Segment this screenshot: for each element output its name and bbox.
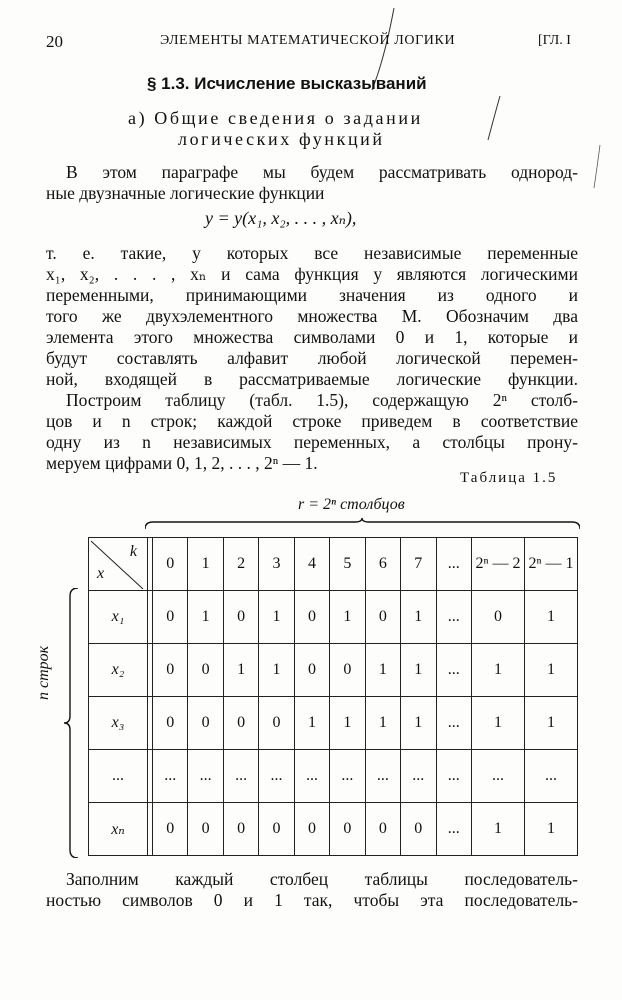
paragraph-line: ностью символов 0 и 1 так, чтобы эта последователь- [46, 890, 578, 910]
col-header: 5 [330, 538, 365, 591]
table-cell: 1 [223, 644, 258, 697]
table-cell: 1 [330, 591, 365, 644]
col-header: ... [436, 538, 472, 591]
table-cell: ... [223, 750, 258, 803]
table-cell: 1 [401, 644, 436, 697]
table-cell: ... [365, 750, 400, 803]
running-title: ЭЛЕМЕНТЫ МАТЕМАТИЧЕСКОЙ ЛОГИКИ [160, 33, 456, 48]
paragraph-line: меруем цифрами 0, 1, 2, . . . , 2ⁿ — 1. [46, 453, 318, 473]
rows-count-label: n строк [35, 645, 52, 700]
table-cell: 0 [153, 644, 188, 697]
table-cell: 1 [472, 803, 525, 856]
paragraph-line: того же двухэлементного множества M. Обозначим два [46, 306, 578, 326]
paragraph-line: элемента этого множества символами 0 и 1, которые и [46, 327, 578, 347]
col-header: 2ⁿ — 2 [472, 538, 525, 591]
paragraph-line: одну из n независимых переменных, а столбцы прону- [46, 432, 578, 452]
table-row [89, 697, 578, 750]
paragraph-line: переменными, принимающими значения из одного и [46, 285, 578, 305]
table-cell: 1 [525, 644, 578, 697]
table-cell: 1 [294, 697, 329, 750]
table-header-row [89, 538, 578, 591]
table-cell: 0 [223, 697, 258, 750]
table-cell: 0 [365, 591, 400, 644]
col-header: 2ⁿ — 1 [525, 538, 578, 591]
table-cell: 0 [188, 803, 223, 856]
table-cell: ... [436, 697, 472, 750]
col-header: 2 [223, 538, 258, 591]
col-header: 3 [259, 538, 294, 591]
paragraph-line: Заполним каждый столбец таблицы последователь- [66, 869, 578, 889]
row-label: ... [89, 750, 148, 803]
table-cell: ... [436, 644, 472, 697]
table-cell: 0 [223, 591, 258, 644]
table-cell: 0 [188, 644, 223, 697]
table-cell: ... [436, 803, 472, 856]
table-cell: 0 [472, 591, 525, 644]
table-cell: ... [259, 750, 294, 803]
row-label: x₁ [89, 591, 148, 644]
row-label: x₃ [89, 697, 148, 750]
col-header: 4 [294, 538, 329, 591]
page-number: 20 [46, 32, 63, 51]
table-cell: 1 [365, 644, 400, 697]
table-cell: 1 [472, 644, 525, 697]
table-cell: ... [525, 750, 578, 803]
table-cell: 0 [330, 644, 365, 697]
col-header: 6 [365, 538, 400, 591]
paragraph-line: т. е. такие, у которых все независимые переменные [46, 243, 578, 263]
columns-count-label: r = 2ⁿ столбцов [298, 496, 405, 513]
table-cell: 0 [294, 803, 329, 856]
table-row [89, 591, 578, 644]
table-cell: 1 [365, 697, 400, 750]
corner-x-label: x [97, 565, 105, 582]
table-row [89, 750, 578, 803]
paragraph-line: В этом параграфе мы будем рассматривать однород- [66, 162, 578, 182]
table-cell: 0 [259, 697, 294, 750]
table-cell: 0 [153, 697, 188, 750]
chapter-reference: [ГЛ. I [538, 33, 571, 48]
table-cell: 0 [294, 644, 329, 697]
section-title: § 1.3. Исчисление высказываний [147, 74, 427, 93]
table-cell: 0 [153, 591, 188, 644]
table-row [89, 803, 578, 856]
table-cell: ... [472, 750, 525, 803]
corner-k-label: k [129, 543, 137, 560]
table-cell: 1 [330, 697, 365, 750]
formula: y = y(x₁, x₂, . . . , xₙ), [205, 208, 357, 228]
table-cell: 1 [188, 591, 223, 644]
subsection-title-line1: а) Общие сведения о задании [128, 108, 423, 128]
table-cell: 0 [259, 803, 294, 856]
table-cell: 0 [330, 803, 365, 856]
table-cell: 1 [401, 697, 436, 750]
table-row [89, 644, 578, 697]
table-cell: 0 [188, 697, 223, 750]
table-cell: 1 [259, 644, 294, 697]
paragraph-line: x₁, x₂, . . . , xₙ и сама функция y являются логическими [46, 264, 578, 284]
table-cell: ... [153, 750, 188, 803]
table-cell: 1 [525, 591, 578, 644]
table-cell: 1 [259, 591, 294, 644]
rows-brace [64, 588, 80, 858]
paragraph-line: ной, входящей в рассматриваемые логические функции. [46, 369, 578, 389]
truth-table [88, 537, 578, 856]
table-cell: ... [294, 750, 329, 803]
paragraph-line: ные двузначные логические функции [46, 183, 325, 203]
table-corner-cell [89, 538, 148, 591]
paragraph-line: Построим таблицу (табл. 1.5), содержащую 2ⁿ столб- [66, 390, 578, 410]
table-cell: 0 [365, 803, 400, 856]
table-cell: ... [436, 591, 472, 644]
table-cell: 1 [525, 803, 578, 856]
table-cell: ... [330, 750, 365, 803]
paragraph-line: цов и n строк; каждой строке приведем в соответствие [46, 411, 578, 431]
table-cell: 0 [401, 803, 436, 856]
columns-brace [145, 518, 580, 530]
table-cell: 1 [401, 591, 436, 644]
row-label: xₙ [89, 803, 148, 856]
table-cell: 1 [525, 697, 578, 750]
paragraph-line: будут составлять алфавит любой логической перемен- [46, 348, 578, 368]
col-header: 7 [401, 538, 436, 591]
row-label: x₂ [89, 644, 148, 697]
table-cell: ... [401, 750, 436, 803]
col-header: 0 [153, 538, 188, 591]
subsection-title-line2: логических функций [178, 129, 385, 149]
table-cell: 0 [153, 803, 188, 856]
col-header: 1 [188, 538, 223, 591]
table-cell: ... [436, 750, 472, 803]
table-cell: 0 [294, 591, 329, 644]
table-caption: Таблица 1.5 [460, 470, 558, 486]
table-cell: 1 [472, 697, 525, 750]
table-cell: 0 [223, 803, 258, 856]
table-cell: ... [188, 750, 223, 803]
